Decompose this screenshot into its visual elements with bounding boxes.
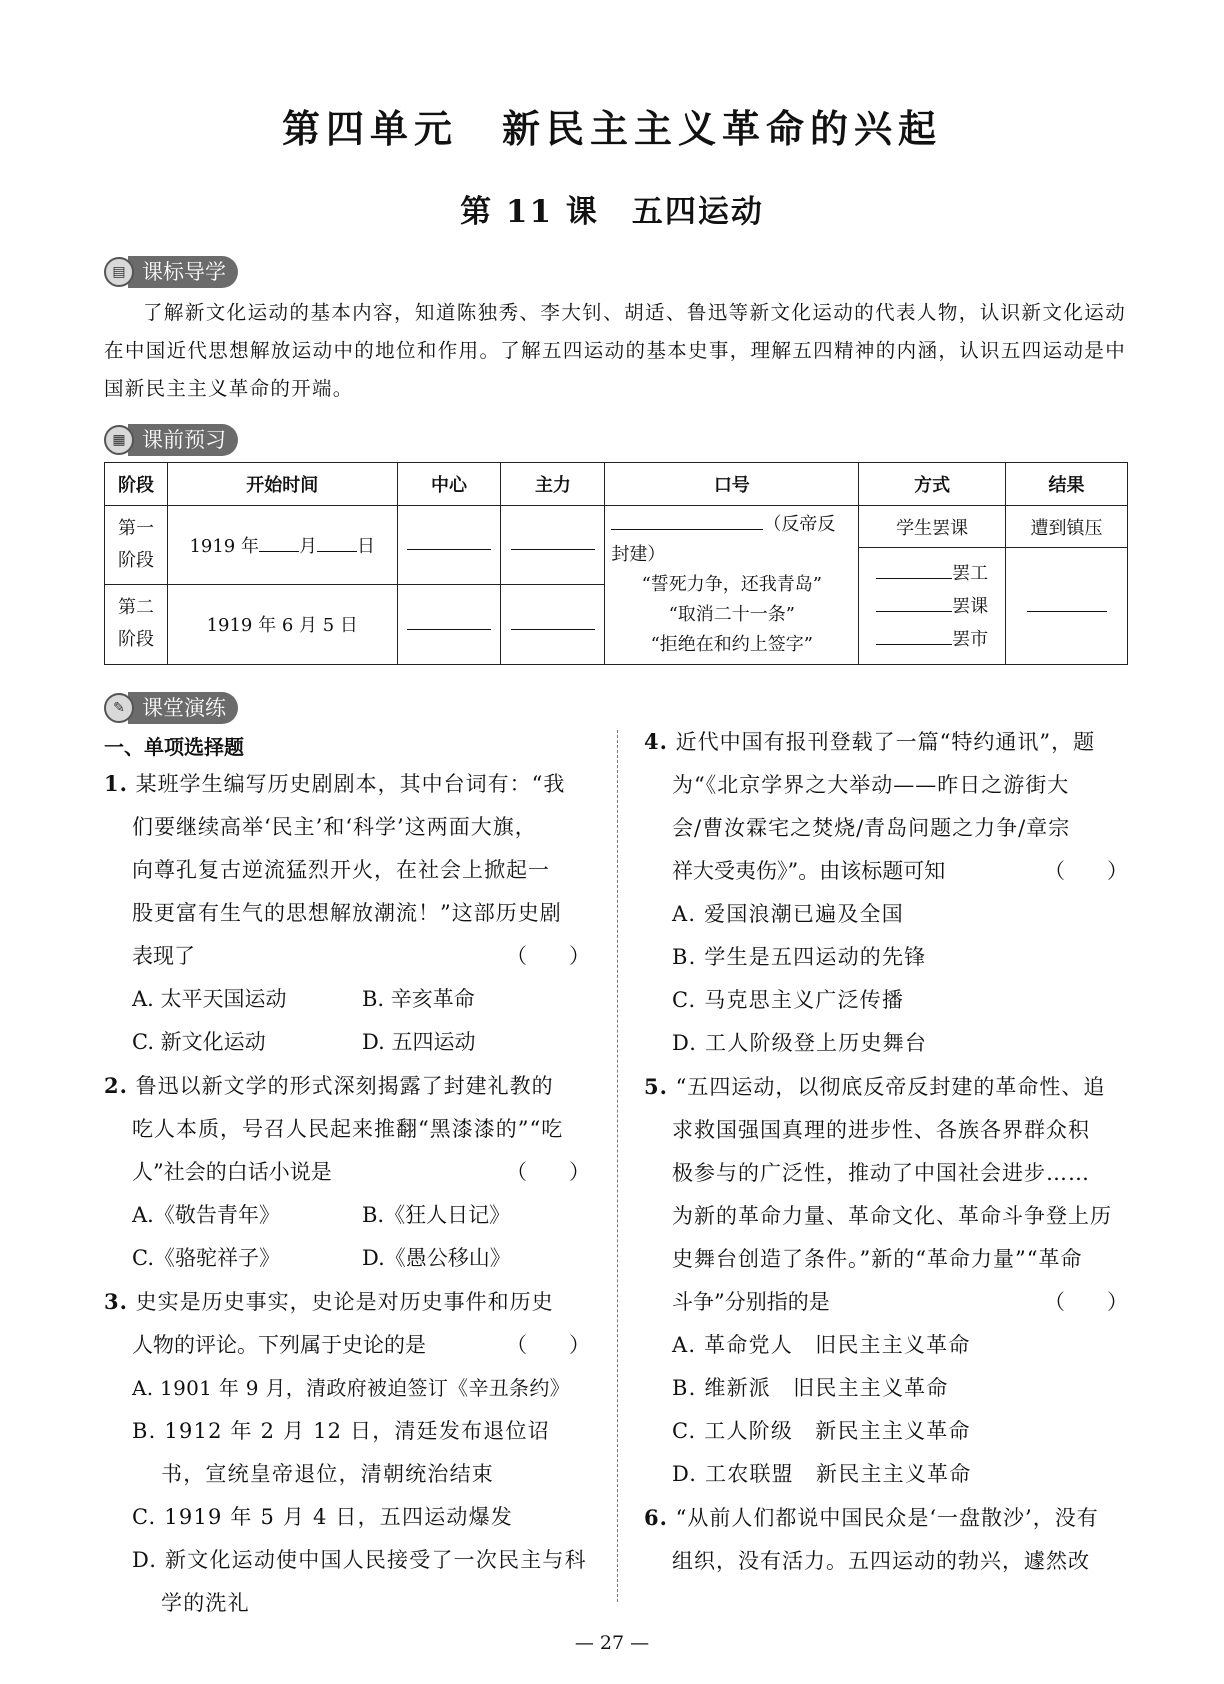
stage2-result [1006,548,1128,665]
blank-result-2[interactable] [1027,611,1107,612]
blank-center-2[interactable] [407,629,491,630]
section-label: 课堂演练 [128,692,238,724]
section-label: 课标导学 [128,256,238,288]
option-c[interactable]: C.《骆驼祥子》 [132,1246,280,1270]
calendar-icon: ▦ [104,425,134,455]
stage2-force [501,584,605,665]
lesson-title: 第 11 课 五四运动 [460,194,764,230]
blank-method-2[interactable] [876,611,952,612]
stage2-center [397,584,501,665]
header-stage: 阶段 [105,463,168,506]
option-b[interactable]: B. 学生是五四运动的先锋 [672,945,927,969]
page-number: — 27 — [574,1632,650,1654]
question-5: 5. “五四运动，以彻底反帝反封建的革命性、追 求救国强国真理的进步性、各族各界群众积 极参与的广泛性，推动了中国社会进步…… 为新的革命力量、革命文化、革命斗争登上历 史舞台创造了条件。”新的“革命力量”“革命 斗争”分别指的是 （ ） A. 革命党人 旧民主主义革命 B. 维新派 旧民主主义革命 C. 工人阶级 新民主主义革命 D. 工农联盟 新民主主义革命 [644,1065,1128,1496]
section-header-preview [104,424,238,456]
section-label: 课前预习 [128,424,238,456]
option-b[interactable]: B. 1912 年 2 月 12 日，清廷发布退位诏书，宣统皇帝退位，清朝统治结束 [132,1419,550,1486]
blank-day[interactable] [317,551,357,552]
options [104,978,590,1064]
question-2: 2. 鲁迅以新文学的形式深刻揭露了封建礼教的 吃人本质，号召人民起来推翻“黑漆漆的”“吃 人”社会的白话小说是 （ ） A.《敬告青年》 B.《狂人日记》 C.《骆驼祥子》 D.《愚公移山》 [104,1064,590,1280]
option-c[interactable]: C. 马克思主义广泛传播 [672,988,905,1012]
left-column [104,762,590,1625]
blank-center-1[interactable] [407,549,491,550]
stage1-result: 遭到镇压 [1006,506,1128,548]
option-b[interactable]: B. 辛亥革命 [362,987,475,1011]
question-4: 4. 近代中国有报刊登载了一篇“特约通讯”，题 为“《北京学界之大举动——昨日之游街大 会/曹汝霖宅之焚烧/青岛问题之力争/章宗 祥大受夷伤》”。由该标题可知 （ ） A. 爱国浪潮已遍及全国 B. 学生是五四运动的先锋 C. 马克思主义广泛传播 D. 工人阶级登上历史舞台 [644,720,1128,1065]
blank-month[interactable] [259,551,299,552]
option-b[interactable]: B.《狂人日记》 [362,1203,511,1227]
option-d[interactable]: D. 工农联盟 新民主主义革命 [672,1462,972,1486]
option-d[interactable]: D. 工人阶级登上历史舞台 [672,1031,928,1055]
stage1-center [397,506,501,585]
option-a[interactable]: A. 革命党人 旧民主主义革命 [672,1333,971,1357]
answer-paren[interactable]: （ ） [506,1160,590,1184]
preview-table [104,462,1128,665]
stage1-slogan: （反帝反封建） [611,514,836,565]
answer-paren[interactable]: （ ） [1044,859,1128,883]
option-a[interactable]: A. 1901 年 9 月，清政府被迫签订《辛丑条约》 [132,1376,570,1400]
stage1-method: 学生罢课 [859,506,1006,548]
stage2-time: 1919 年 6 月 5 日 [167,584,397,665]
option-b[interactable]: B. 维新派 旧民主主义革命 [672,1376,949,1400]
table-row-stage1 [105,506,1128,548]
option-d[interactable]: D. 五四运动 [362,1030,476,1054]
stage2-method [859,548,1006,665]
stage1-name: 第一阶段 [105,506,168,585]
option-d[interactable]: D. 新文化运动使中国人民接受了一次民主与科学的洗礼 [132,1548,587,1615]
blank-method-3[interactable] [876,644,952,645]
section-header-guide [104,256,238,288]
method-strike-market: 罢市 [859,623,1005,656]
stage1-force [501,506,605,585]
guide-text: 了解新文化运动的基本内容，知道陈独秀、李大钊、胡适、鲁迅等新文化运动的代表人物，认识新文化运动在中国近代思想解放运动中的地位和作用。了解五四运动的基本史事，理解五四精神的内涵，认识五四运动是中国新民主主义革命的开端。 [104,301,1126,400]
blank-force-1[interactable] [511,549,595,550]
header-slogan: 口号 [605,463,859,506]
header-time: 开始时间 [167,463,397,506]
option-a[interactable]: A. 太平天国运动 [132,987,287,1011]
blank-slogan[interactable] [611,529,763,530]
header-method: 方式 [859,463,1006,506]
right-column [644,720,1128,1583]
subhead-single-choice: 一、单项选择题 [104,735,244,759]
method-strike-class: 罢课 [859,590,1005,623]
option-c[interactable]: C. 新文化运动 [132,1030,266,1054]
slogan-2: “取消二十一条” [668,604,796,625]
question-3: 3. 史实是历史事实，史论是对历史事件和历史 人物的评论。下列属于史论的是 （ ） A. 1901 年 9 月，清政府被迫签订《辛丑条约》 B. 1912 年 2 月 12 日，清廷发布退位诏书，宣统皇帝退位，清朝统治结束 C. 1919 年 5 月 4 日，五四运动爆发 D. 新文化运动使中国人民接受了一次民主与科学的洗礼 [104,1280,590,1625]
header-force: 主力 [501,463,605,506]
slogan-1: “誓死力争，还我青岛” [641,574,823,595]
stage2-name: 第二阶段 [105,584,168,665]
answer-paren[interactable]: （ ） [506,1333,590,1357]
options [104,1194,590,1280]
option-a[interactable]: A.《敬告青年》 [132,1203,280,1227]
option-a[interactable]: A. 爱国浪潮已遍及全国 [672,902,904,926]
answer-paren[interactable]: （ ） [506,944,590,968]
pencil-icon: ✎ [104,693,134,723]
stage1-time: 1919 年 月 日 [167,506,397,585]
question-6: 6. “从前人们都说中国民众是‘一盘散沙’，没有 组织，没有活力。五四运动的勃兴，遽然改 [644,1505,1099,1573]
slogan-3: “拒绝在和约上签字” [650,634,814,655]
option-d[interactable]: D.《愚公移山》 [362,1246,511,1270]
column-divider [617,730,618,1602]
header-result: 结果 [1006,463,1128,506]
blank-method-1[interactable] [876,578,952,579]
answer-paren[interactable]: （ ） [1044,1290,1128,1314]
book-icon: ▤ [104,257,134,287]
blank-force-2[interactable] [511,629,595,630]
unit-title: 第四单元 新民主主义革命的兴起 [281,107,942,151]
option-c[interactable]: C. 1919 年 5 月 4 日，五四运动爆发 [132,1505,514,1529]
method-strike-work: 罢工 [859,557,1005,590]
section-header-practice [104,692,238,724]
header-center: 中心 [397,463,501,506]
table-header-row [105,463,1128,506]
option-c[interactable]: C. 工人阶级 新民主主义革命 [672,1419,971,1443]
slogan-cell [605,506,859,665]
question-1: 1. 某班学生编写历史剧剧本，其中台词有：“我 们要继续高举‘民主’和‘科学’这两面大旗， 向尊孔复古逆流猛烈开火，在社会上掀起一 股更富有生气的思想解放潮流！”这部历史剧 表现了 （ ） A. 太平天国运动 B. 辛亥革命 C. 新文化运动 D. 五四运动 [104,762,590,1064]
